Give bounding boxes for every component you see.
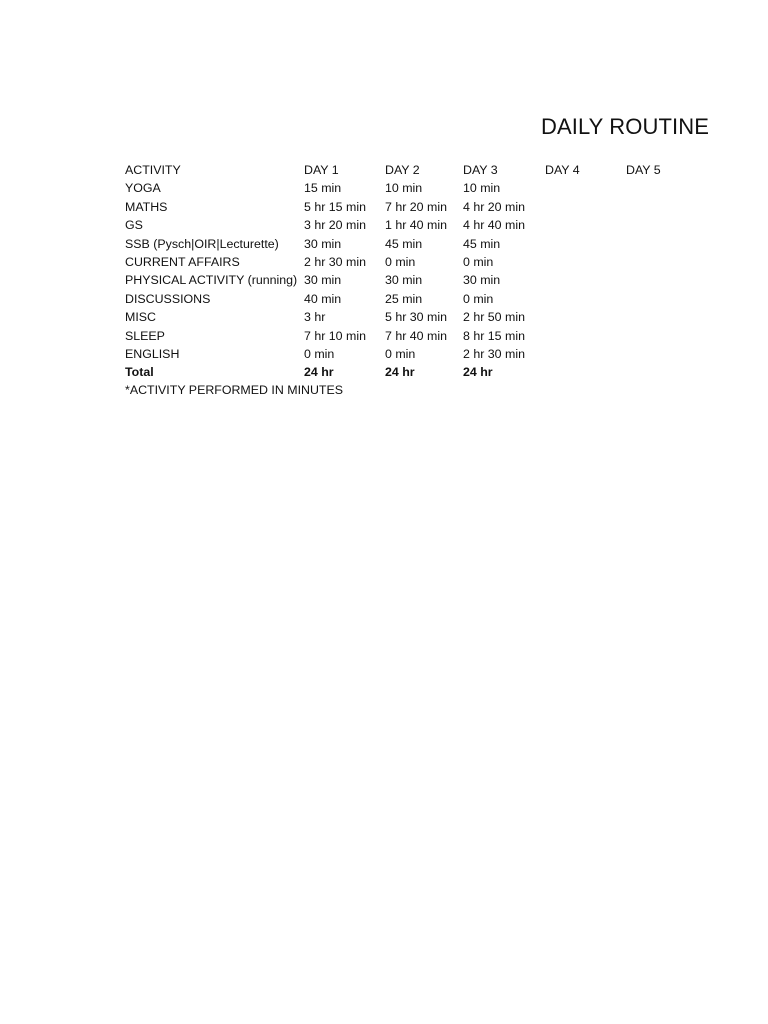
day-4-cell: [545, 308, 626, 326]
table-row: [125, 235, 686, 253]
header-day-2: DAY 2: [385, 163, 420, 177]
header-day-4: DAY 4: [545, 163, 580, 177]
table-header: [125, 161, 686, 179]
day-5-cell: [626, 253, 686, 271]
header-day-5: DAY 5: [626, 163, 661, 177]
day-3-cell: 0 min: [463, 291, 494, 306]
activity-cell: MATHS: [125, 199, 168, 214]
day-4-cell: [545, 253, 626, 271]
table-row: [125, 179, 686, 197]
table-row: [125, 345, 686, 363]
table-row: [125, 271, 686, 289]
day-2-cell: 45 min: [385, 236, 423, 251]
table-row: [125, 290, 686, 308]
activity-cell: YOGA: [125, 181, 161, 196]
day-2-cell: 1 hr 40 min: [385, 218, 447, 233]
table-row: [125, 308, 686, 326]
day-4-cell: [545, 179, 626, 197]
day-1-cell: 30 min: [304, 273, 342, 288]
activity-cell: ENGLISH: [125, 347, 180, 362]
total-day-2: 24 hr: [385, 365, 415, 380]
day-3-cell: 0 min: [463, 255, 494, 270]
day-3-cell: 2 hr 30 min: [463, 347, 525, 362]
day-4-cell: [545, 345, 626, 363]
day-4-cell: [545, 327, 626, 345]
day-4-cell: [545, 216, 626, 234]
day-5-cell: [626, 235, 686, 253]
total-row: [125, 363, 686, 381]
day-5-cell: [626, 327, 686, 345]
day-1-cell: 7 hr 10 min: [304, 328, 366, 343]
day-5-cell: [626, 179, 686, 197]
header-row: [125, 161, 686, 179]
day-1-cell: 3 hr: [304, 310, 326, 325]
day-4-cell: [545, 198, 626, 216]
day-5-cell: [626, 198, 686, 216]
day-1-cell: 15 min: [304, 181, 342, 196]
day-2-cell: 10 min: [385, 181, 423, 196]
footnote: *ACTIVITY PERFORMED IN MINUTES: [125, 383, 344, 397]
day-2-cell: 5 hr 30 min: [385, 310, 447, 325]
day-2-cell: 7 hr 20 min: [385, 199, 447, 214]
day-5-cell: [626, 290, 686, 308]
day-2-cell: 0 min: [385, 255, 416, 270]
total-day-4: [545, 363, 626, 381]
activity-cell: GS: [125, 218, 143, 233]
total-day-1: 24 hr: [304, 365, 334, 380]
day-3-cell: 4 hr 40 min: [463, 218, 525, 233]
day-1-cell: 0 min: [304, 347, 335, 362]
total-day-3: 24 hr: [463, 365, 493, 380]
routine-table: [125, 161, 686, 382]
table-row: [125, 216, 686, 234]
day-3-cell: 2 hr 50 min: [463, 310, 525, 325]
day-4-cell: [545, 290, 626, 308]
day-2-cell: 25 min: [385, 291, 423, 306]
day-5-cell: [626, 308, 686, 326]
header-day-1: DAY 1: [304, 163, 339, 177]
activity-cell: DISCUSSIONS: [125, 291, 211, 306]
total-day-5: [626, 363, 686, 381]
day-3-cell: 10 min: [463, 181, 501, 196]
day-2-cell: 0 min: [385, 347, 416, 362]
day-1-cell: 2 hr 30 min: [304, 255, 366, 270]
header-activity: ACTIVITY: [125, 163, 181, 177]
day-4-cell: [545, 235, 626, 253]
activity-cell: PHYSICAL ACTIVITY (running): [125, 273, 298, 288]
day-5-cell: [626, 345, 686, 363]
day-4-cell: [545, 271, 626, 289]
activity-cell: SLEEP: [125, 328, 165, 343]
day-2-cell: 30 min: [385, 273, 423, 288]
day-2-cell: 7 hr 40 min: [385, 328, 447, 343]
page-title: DAILY ROUTINE: [541, 114, 709, 139]
activity-cell: SSB (Pysch|OIR|Lecturette): [125, 236, 279, 251]
day-3-cell: 45 min: [463, 236, 501, 251]
day-1-cell: 30 min: [304, 236, 342, 251]
day-3-cell: 30 min: [463, 273, 501, 288]
activity-cell: MISC: [125, 310, 156, 325]
day-5-cell: [626, 216, 686, 234]
table-body: [125, 179, 686, 381]
day-1-cell: 3 hr 20 min: [304, 218, 366, 233]
table-row: [125, 327, 686, 345]
table-row: [125, 198, 686, 216]
total-label: Total: [125, 365, 154, 380]
day-1-cell: 5 hr 15 min: [304, 199, 366, 214]
day-3-cell: 8 hr 15 min: [463, 328, 525, 343]
day-5-cell: [626, 271, 686, 289]
day-3-cell: 4 hr 20 min: [463, 199, 525, 214]
day-1-cell: 40 min: [304, 291, 342, 306]
header-day-3: DAY 3: [463, 163, 498, 177]
table-row: [125, 253, 686, 271]
activity-cell: CURRENT AFFAIRS: [125, 255, 240, 270]
